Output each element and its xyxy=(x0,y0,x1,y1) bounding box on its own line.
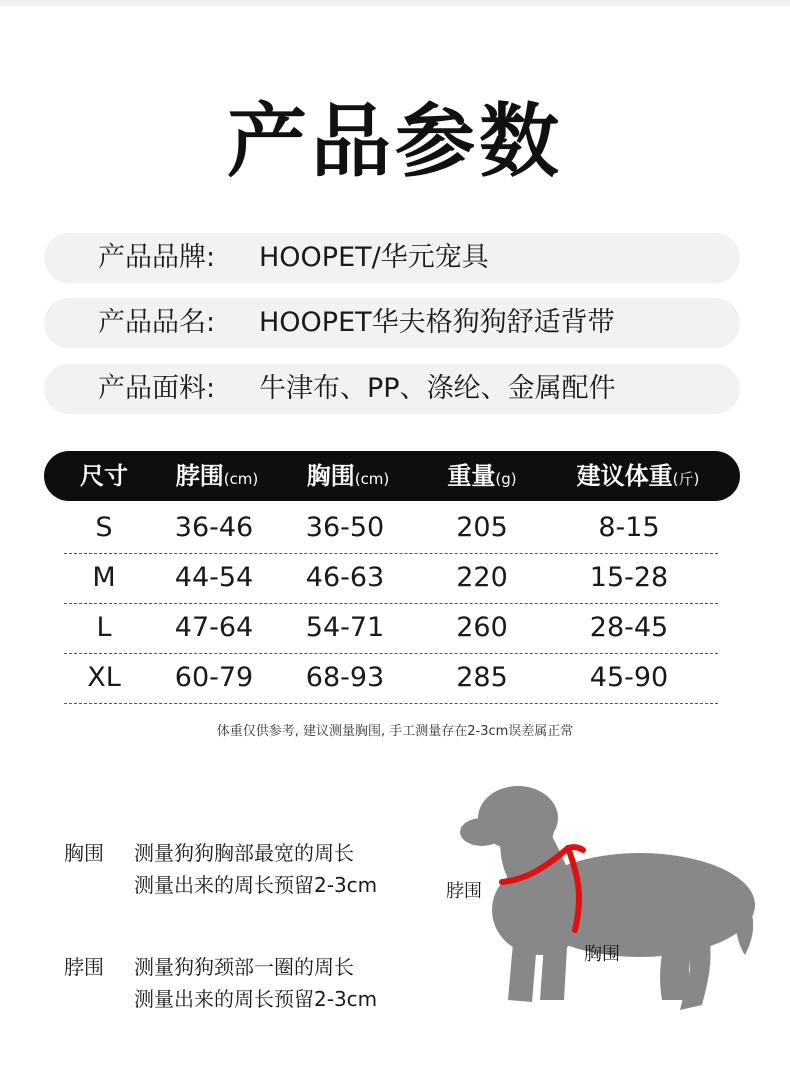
cell-suggested-weight: 28-45 xyxy=(589,612,669,643)
cell-size: XL xyxy=(87,662,121,693)
cell-weight: 260 xyxy=(456,612,508,643)
top-strip xyxy=(0,0,790,6)
cell-neck: 36-46 xyxy=(174,512,254,543)
header-weight: 重量(g) xyxy=(447,462,517,490)
cell-weight: 205 xyxy=(456,512,508,543)
cell-neck: 60-79 xyxy=(174,662,254,693)
cell-suggested-weight: 45-90 xyxy=(589,662,669,693)
info-label-material: 产品面料: xyxy=(98,373,216,404)
dog-body-shape xyxy=(460,786,755,1010)
chest-measure-line2: 测量出来的周长预留2-3cm xyxy=(134,873,378,897)
chest-measure-label: 胸围 xyxy=(64,841,104,865)
info-value-material: 牛津布、PP、涤纶、金属配件 xyxy=(259,373,616,404)
cell-size: S xyxy=(95,512,113,543)
info-value-brand: HOOPET/华元宠具 xyxy=(259,242,489,273)
header-neck: 脖围(cm) xyxy=(175,462,259,490)
cell-weight: 285 xyxy=(456,662,508,693)
cell-suggested-weight: 15-28 xyxy=(589,562,669,593)
header-suggested-weight: 建议体重(斤) xyxy=(576,462,700,490)
neck-measure-line1: 测量狗狗颈部一圈的周长 xyxy=(134,955,354,979)
cell-size: L xyxy=(96,612,112,643)
cell-neck: 47-64 xyxy=(174,612,254,643)
info-label-name: 产品品名: xyxy=(98,307,216,338)
header-size: 尺寸 xyxy=(80,462,128,490)
cell-suggested-weight: 8-15 xyxy=(598,512,660,543)
cell-chest: 68-93 xyxy=(305,662,385,693)
info-label-brand: 产品品牌: xyxy=(98,242,216,273)
cell-neck: 44-54 xyxy=(174,562,254,593)
dog-neck-label: 脖围 xyxy=(446,881,482,902)
neck-measure-label: 脖围 xyxy=(64,955,104,979)
table-row xyxy=(64,603,718,654)
page-title: 产品参数 xyxy=(227,95,563,188)
cell-size: M xyxy=(92,562,116,593)
dog-silhouette-illustration xyxy=(440,770,760,1030)
chest-measure-line1: 测量狗狗胸部最宽的周长 xyxy=(134,841,354,865)
cell-chest: 54-71 xyxy=(305,612,385,643)
cell-chest: 36-50 xyxy=(305,512,385,543)
info-row-brand xyxy=(44,233,740,283)
info-row-name xyxy=(44,298,740,348)
cell-weight: 220 xyxy=(456,562,508,593)
table-row xyxy=(64,653,718,704)
table-row xyxy=(64,553,718,604)
cell-chest: 46-63 xyxy=(305,562,385,593)
measurement-note: 体重仅供参考, 建议测量胸围, 手工测量存在2-3cm误差属正常 xyxy=(216,724,574,739)
header-chest: 胸围(cm) xyxy=(306,462,390,490)
table-row xyxy=(64,503,718,554)
neck-measure-line2: 测量出来的周长预留2-3cm xyxy=(134,987,378,1011)
info-row-material xyxy=(44,364,740,414)
info-value-name: HOOPET华夫格狗狗舒适背带 xyxy=(259,307,615,338)
size-table-header xyxy=(44,451,740,501)
dog-chest-label: 胸围 xyxy=(584,944,620,965)
